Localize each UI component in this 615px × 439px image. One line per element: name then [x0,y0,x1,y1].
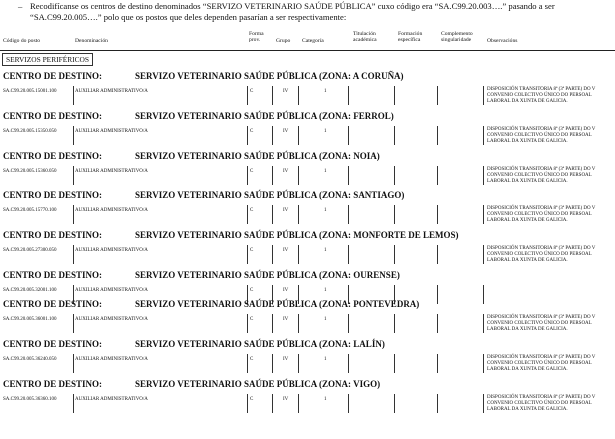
header-complemento: Complemento singularidade [441,31,473,44]
header-observacions: Observacións [487,38,518,44]
header-denominacion: Denominación [75,38,108,44]
cell-categoria: 1 [324,129,327,134]
centro-name: SERVIZO VETERINARIO SAÚDE PÚBLICA (ZONA: OURENSE) [135,270,400,280]
cell-denominacion: AUXILIAR ADMINISTRATIVO/A [75,208,148,213]
cell-categoria: 1 [324,89,327,94]
column-divider [298,126,299,145]
column-divider [73,126,74,145]
column-divider [483,86,484,105]
column-divider [272,205,273,224]
centro-label: CENTRO DE DESTINO: [3,379,103,389]
cell-grupo: IV [283,248,289,253]
column-divider [73,314,74,333]
centro-label: CENTRO DE DESTINO: [3,230,103,240]
centro-name: SERVIZO VETERINARIO SAÚDE PÚBLICA (ZONA: NOIA) [135,151,380,161]
column-divider [247,354,248,373]
cell-grupo: IV [283,397,289,402]
column-divider [298,86,299,105]
column-divider [483,314,484,333]
column-divider [437,166,438,185]
header-code: Código do posto [3,38,40,44]
cell-code: SA.C99.20.005.36001.100 [3,317,57,322]
cell-grupo: IV [283,208,289,213]
header-grupo: Grupo [276,38,291,44]
column-divider [483,285,484,304]
column-divider [348,205,349,224]
column-divider [394,86,395,105]
cell-code: SA.C99.20.005.36360.100 [3,397,57,402]
cell-observacions: DISPOSICIÓN TRANSITORIA 8ª (3ª PARTE) DO V CONVENIO COLECTIVO ÚNICO DO PERSOAL LABORAL DA XUNTA DE GALICIA. [487,167,596,184]
cell-categoria: 1 [324,397,327,402]
cell-denominacion: AUXILIAR ADMINISTRATIVO/A [75,89,148,94]
column-divider [394,166,395,185]
column-divider [483,354,484,373]
header-categoria: Categoría [302,38,324,44]
intro-text: Recodifícanse os centros de destino denominados “SERVIZO VETERINARIO SAÚDE PÚBLICA” cuxo código era “SA.C99.20.003….” pasando a ser “SA.C99.20.005….” polo que os postos que deles dependen pasarían a ser respectivamente: [30,1,555,22]
cell-grupo: IV [283,288,289,293]
table-row [0,205,615,229]
column-divider [73,205,74,224]
column-divider [437,205,438,224]
centro-name: SERVIZO VETERINARIO SAÚDE PÚBLICA (ZONA: VIGO) [135,379,381,389]
cell-categoria: 1 [324,169,327,174]
header-formacion: Formación específica [398,31,423,44]
table-header [0,30,615,50]
cell-forma: C [250,288,254,293]
column-divider [437,86,438,105]
cell-code: SA.C99.20.005.15770.100 [3,208,57,213]
column-divider [437,126,438,145]
cell-denominacion: AUXILIAR ADMINISTRATIVO/A [75,169,148,174]
column-divider [298,354,299,373]
column-divider [272,354,273,373]
column-divider [73,354,74,373]
cell-grupo: IV [283,89,289,94]
column-divider [394,314,395,333]
cell-observacions: DISPOSICIÓN TRANSITORIA 8ª (3ª PARTE) DO V CONVENIO COLECTIVO ÚNICO DO PERSOAL LABORAL DA XUNTA DE GALICIA. [487,315,596,332]
column-divider [247,205,248,224]
cell-denominacion: AUXILIAR ADMINISTRATIVO/A [75,357,148,362]
cell-denominacion: AUXILIAR ADMINISTRATIVO/A [75,129,148,134]
table-row [0,126,615,150]
cell-observacions: DISPOSICIÓN TRANSITORIA 8ª (3ª PARTE) DO V CONVENIO COLECTIVO ÚNICO DO PERSOAL LABORAL DA XUNTA DE GALICIA. [487,87,596,104]
header-rule [0,50,615,51]
centro-name: SERVIZO VETERINARIO SAÚDE PÚBLICA (ZONA: FERROL) [135,111,394,121]
cell-forma: C [250,129,254,134]
column-divider [247,86,248,105]
column-divider [394,126,395,145]
table-row [0,314,615,338]
column-divider [272,166,273,185]
table-row [0,86,615,110]
cell-observacions: DISPOSICIÓN TRANSITORIA 8ª (3ª PARTE) DO V CONVENIO COLECTIVO ÚNICO DO PERSOAL LABORAL DA XUNTA DE GALICIA. [487,127,596,144]
column-divider [394,394,395,413]
column-divider [73,166,74,185]
column-divider [348,245,349,264]
column-divider [298,245,299,264]
cell-observacions: DISPOSICIÓN TRANSITORIA 8ª (3ª PARTE) DO V CONVENIO COLECTIVO ÚNICO DO PERSOAL LABORAL DA XUNTA DE GALICIA. [487,395,596,412]
column-divider [394,205,395,224]
centro-label: CENTRO DE DESTINO: [3,71,103,81]
column-divider [348,354,349,373]
centro-name: SERVIZO VETERINARIO SAÚDE PÚBLICA (ZONA: A CORUÑA) [135,71,404,81]
cell-denominacion: AUXILIAR ADMINISTRATIVO/A [75,248,148,253]
centro-label: CENTRO DE DESTINO: [3,339,103,349]
intro-dash: – [18,1,23,11]
table-row [0,245,615,269]
column-divider [298,314,299,333]
cell-categoria: 1 [324,317,327,322]
column-divider [348,86,349,105]
column-divider [437,394,438,413]
cell-observacions: DISPOSICIÓN TRANSITORIA 8ª (3ª PARTE) DO V CONVENIO COLECTIVO ÚNICO DO PERSOAL LABORAL DA XUNTA DE GALICIA. [487,246,596,263]
cell-categoria: 1 [324,288,327,293]
cell-denominacion: AUXILIAR ADMINISTRATIVO/A [75,397,148,402]
column-divider [483,126,484,145]
cell-forma: C [250,208,254,213]
column-divider [247,394,248,413]
cell-forma: C [250,169,254,174]
cell-code: SA.C99.20.005.15350.050 [3,129,57,134]
column-divider [272,245,273,264]
cell-forma: C [250,317,254,322]
centro-label: CENTRO DE DESTINO: [3,111,103,121]
column-divider [272,314,273,333]
centro-name: SERVIZO VETERINARIO SAÚDE PÚBLICA (ZONA: SANTIAGO) [135,190,405,200]
centro-name: SERVIZO VETERINARIO SAÚDE PÚBLICA (ZONA: PONTEVEDRA) [135,299,420,309]
cell-forma: C [250,357,254,362]
column-divider [483,394,484,413]
cell-code: SA.C99.20.005.36240.050 [3,357,57,362]
cell-grupo: IV [283,357,289,362]
column-divider [73,245,74,264]
table-row [0,166,615,190]
cell-observacions: DISPOSICIÓN TRANSITORIA 8ª (3ª PARTE) DO V CONVENIO COLECTIVO ÚNICO DO PERSOAL LABORAL DA XUNTA DE GALICIA. [487,355,596,372]
cell-grupo: IV [283,317,289,322]
cell-categoria: 1 [324,357,327,362]
column-divider [348,166,349,185]
column-divider [483,245,484,264]
column-divider [437,285,438,304]
cell-code: SA.C99.20.005.27300.050 [3,248,57,253]
centro-label: CENTRO DE DESTINO: [3,299,103,309]
centro-name: SERVIZO VETERINARIO SAÚDE PÚBLICA (ZONA: LALÍN) [135,339,385,349]
column-divider [272,394,273,413]
cell-forma: C [250,248,254,253]
header-forma: Forma prov. [249,31,264,44]
column-divider [247,314,248,333]
cell-grupo: IV [283,169,289,174]
column-divider [298,205,299,224]
centro-label: CENTRO DE DESTINO: [3,190,103,200]
column-divider [348,126,349,145]
cell-observacions: DISPOSICIÓN TRANSITORIA 8ª (3ª PARTE) DO V CONVENIO COLECTIVO ÚNICO DO PERSOAL LABORAL DA XUNTA DE GALICIA. [487,206,596,223]
column-divider [247,245,248,264]
column-divider [348,394,349,413]
centro-label: CENTRO DE DESTINO: [3,270,103,280]
table-row [0,394,615,418]
centro-label: CENTRO DE DESTINO: [3,151,103,161]
column-divider [73,86,74,105]
cell-grupo: IV [283,129,289,134]
cell-denominacion: AUXILIAR ADMINISTRATIVO/A [75,317,148,322]
column-divider [483,166,484,185]
column-divider [394,354,395,373]
column-divider [298,166,299,185]
cell-denominacion: AUXILIAR ADMINISTRATIVO/A [75,288,148,293]
column-divider [483,205,484,224]
column-divider [247,126,248,145]
cell-code: SA.C99.20.005.32001.100 [3,288,57,293]
cell-forma: C [250,397,254,402]
column-divider [272,86,273,105]
cell-code: SA.C99.20.005.15001.100 [3,89,57,94]
cell-categoria: 1 [324,248,327,253]
column-divider [394,245,395,264]
header-titulacion: Titulación académica [353,31,377,44]
column-divider [437,314,438,333]
cell-forma: C [250,89,254,94]
cell-categoria: 1 [324,208,327,213]
cell-code: SA.C99.20.005.15360.050 [3,169,57,174]
column-divider [247,166,248,185]
table-row [0,354,615,378]
column-divider [73,394,74,413]
column-divider [348,314,349,333]
centro-name: SERVIZO VETERINARIO SAÚDE PÚBLICA (ZONA: MONFORTE DE LEMOS) [135,230,459,240]
column-divider [272,126,273,145]
column-divider [437,354,438,373]
section-title: SERVIZOS PERIFÉRICOS [2,53,93,66]
column-divider [437,245,438,264]
column-divider [298,394,299,413]
